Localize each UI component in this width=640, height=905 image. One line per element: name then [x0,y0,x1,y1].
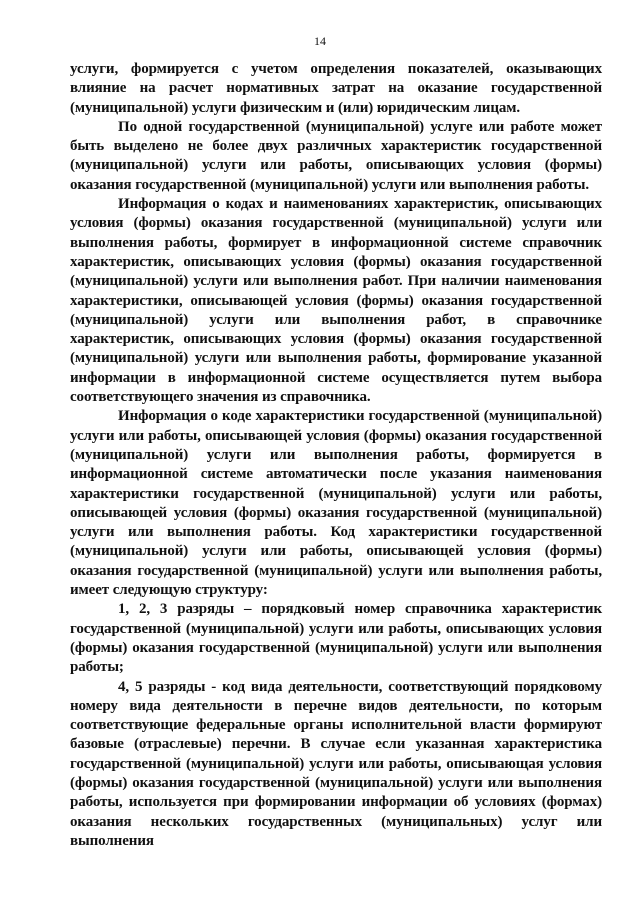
paragraph-continuation: услуги, формируется с учетом определения показателей, оказывающих влияние на расчет нормативных затрат на оказание государственной (муниципальной) услуги физическим и (или) юридическим лицам. [70,61,602,116]
paragraph-code-structure: Информация о коде характеристики государственной (муниципальной) услуги или работы, описывающей условия (формы) оказания государственной (муниципальной) услуги или выполнения работы, формируется в информационной системе автоматически после указания наименования характеристики государственной (муниципальной) услуги или работы, описывающей условия (формы) оказания государственной (муниципальной) услуги или выполнения работы. Код характеристики государственной (муниципальной) услуги или работы, описывающей условия (формы) оказания государственной (муниципальной) услуги или выполнения работы, имеет следующую структуру: [70,408,602,599]
paragraph-digits-4-5: 4, 5 разряды - код вида деятельности, соответствующий порядковому номеру вида деятельности в перечне видов деятельности, по которым соответствующие федеральные органы исполнительной власти формируют базовые (отраслевые) перечни. В случае если указанная характеристика государственной (муниципальной) услуги или работы, описывающая условия (формы) оказания государственной (муниципальной) услуги или выполнения работы, используется при формировании информации об условиях (формах) оказания нескольких государственных (муниципальных) услуг или выполнения [70,678,602,849]
paragraph-codes-info: Информация о кодах и наименованиях характеристик, описывающих условия (формы) оказания государственной (муниципальной) услуги или выполнения работы, формирует в информационной системе справочник характеристик, описывающих условия (формы) оказания государственной (муниципальной) услуги или выполнения работ. При наличии наименования характеристики, описывающей условия (формы) оказания государственной (муниципальной) услуги или выполнения работ, в справочнике характеристик, описывающих условия (формы) оказания государственной (муниципальной) услуги или выполнения работы, формирование указанной информации в информационной системе осуществляется путем выбора соответствующего значения из справочника. [70,196,602,406]
paragraph-digits-1-3: 1, 2, 3 разряды – порядковый номер справочника характеристик государственной (муниципальной) услуги или работы, описывающих условия (формы) оказания государственной (муниципальной) услуги или выполнения работы; [70,601,602,676]
document-text [70,60,602,851]
paragraph-characteristics-limit: По одной государственной (муниципальной) услуге или работе может быть выделено не более двух различных характеристик государственной (муниципальной) услуги или работы, описывающих условия (формы) оказания государственной (муниципальной) услуги или выполнения работы. [70,118,602,193]
page-number: 14 [314,34,326,48]
